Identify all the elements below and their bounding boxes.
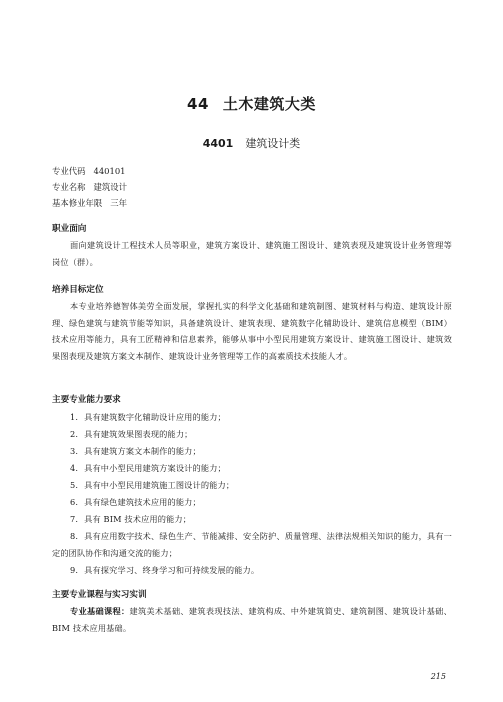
ability-item	[52, 477, 452, 494]
chapter-title	[0, 93, 503, 114]
career-paragraph: 面向建筑设计工程技术人员等职业，建筑方案设计、建筑施工图设计、建筑表现及建筑设计业务管理等岗位（群）。	[52, 240, 452, 267]
ability-number: 8.	[70, 531, 79, 541]
ability-text: 具有建筑数字化辅助设计应用的能力；	[84, 412, 226, 422]
chapter-number: 44	[187, 95, 209, 113]
section-title	[0, 135, 503, 151]
ability-item	[52, 409, 452, 426]
study-years-value: 三年	[110, 198, 127, 208]
ability-item	[52, 426, 452, 443]
ability-number: 9.	[70, 565, 79, 575]
ability-text: 具有中小型民用建筑施工图设计的能力；	[84, 480, 235, 490]
ability-number: 3.	[70, 446, 79, 456]
study-years-row	[52, 197, 127, 209]
major-code-row	[52, 165, 125, 177]
ability-number: 2.	[70, 429, 79, 439]
section-number: 4401	[202, 137, 234, 150]
courses-heading: 主要专业课程与实习实训	[52, 590, 147, 600]
ability-text: 具有 BIM 技术应用的能力；	[84, 514, 192, 524]
ability-number: 5.	[70, 480, 79, 490]
major-code-value: 440101	[93, 166, 126, 176]
major-code-label: 专业代码	[52, 166, 86, 176]
ability-text: 具有建筑效果图表现的能力；	[84, 429, 193, 439]
courses-label: 专业基础课程：	[70, 606, 130, 616]
ability-item	[52, 494, 452, 511]
career-heading: 职业面向	[52, 224, 87, 234]
study-years-label: 基本修业年限	[52, 198, 103, 208]
ability-text: 具有中小型民用建筑方案设计的能力；	[84, 463, 226, 473]
objective-heading: 培养目标定位	[52, 285, 104, 295]
ability-item	[52, 562, 452, 579]
courses-paragraph	[52, 603, 452, 636]
ability-item	[52, 511, 452, 528]
major-name-value: 建筑设计	[93, 182, 127, 192]
ability-text: 具有绿色建筑技术应用的能力；	[84, 497, 201, 507]
courses-text: 建筑美术基础、建筑表现技法、建筑构成、中外建筑简史、建筑制图、建筑设计基础、BIM 技术应用基础。	[52, 606, 452, 633]
section-name: 建筑设计类	[245, 137, 301, 150]
major-name-row	[52, 181, 127, 193]
abilities-heading: 主要专业能力要求	[52, 395, 121, 405]
ability-number: 7.	[70, 514, 79, 524]
ability-text: 具有建筑方案文本制作的能力；	[84, 446, 201, 456]
ability-number: 4.	[70, 463, 79, 473]
page-number: 215	[430, 672, 446, 681]
ability-number: 1.	[70, 412, 79, 422]
ability-item	[52, 460, 452, 477]
objective-paragraph: 本专业培养德智体美劳全面发展，掌握扎实的科学文化基础和建筑制图、建筑材料与构造、建筑设计原理、绿色建筑与建筑节能等知识，具备建筑设计、建筑表现、建筑数字化辅助设计、建筑信息模型（BIM）技术应用等能力，具有工匠精神和信息素养，能够从事中小型民用建筑方案设计、建筑施工图设计、建筑效果图表现及建筑方案文本制作、建筑设计业务管理等工作的高素质技术技能人才。	[52, 301, 452, 361]
chapter-name: 土木建筑大类	[222, 95, 316, 113]
ability-item	[52, 528, 452, 561]
ability-text: 具有应用数字技术、绿色生产、节能减排、安全防护、质量管理、法律法规相关知识的能力，具有一定的团队协作和沟通交流的能力；	[52, 531, 452, 558]
ability-number: 6.	[70, 497, 79, 507]
ability-item	[52, 443, 452, 460]
ability-text: 具有探究学习、终身学习和可持续发展的能力。	[84, 565, 260, 575]
major-name-label: 专业名称	[52, 182, 86, 192]
